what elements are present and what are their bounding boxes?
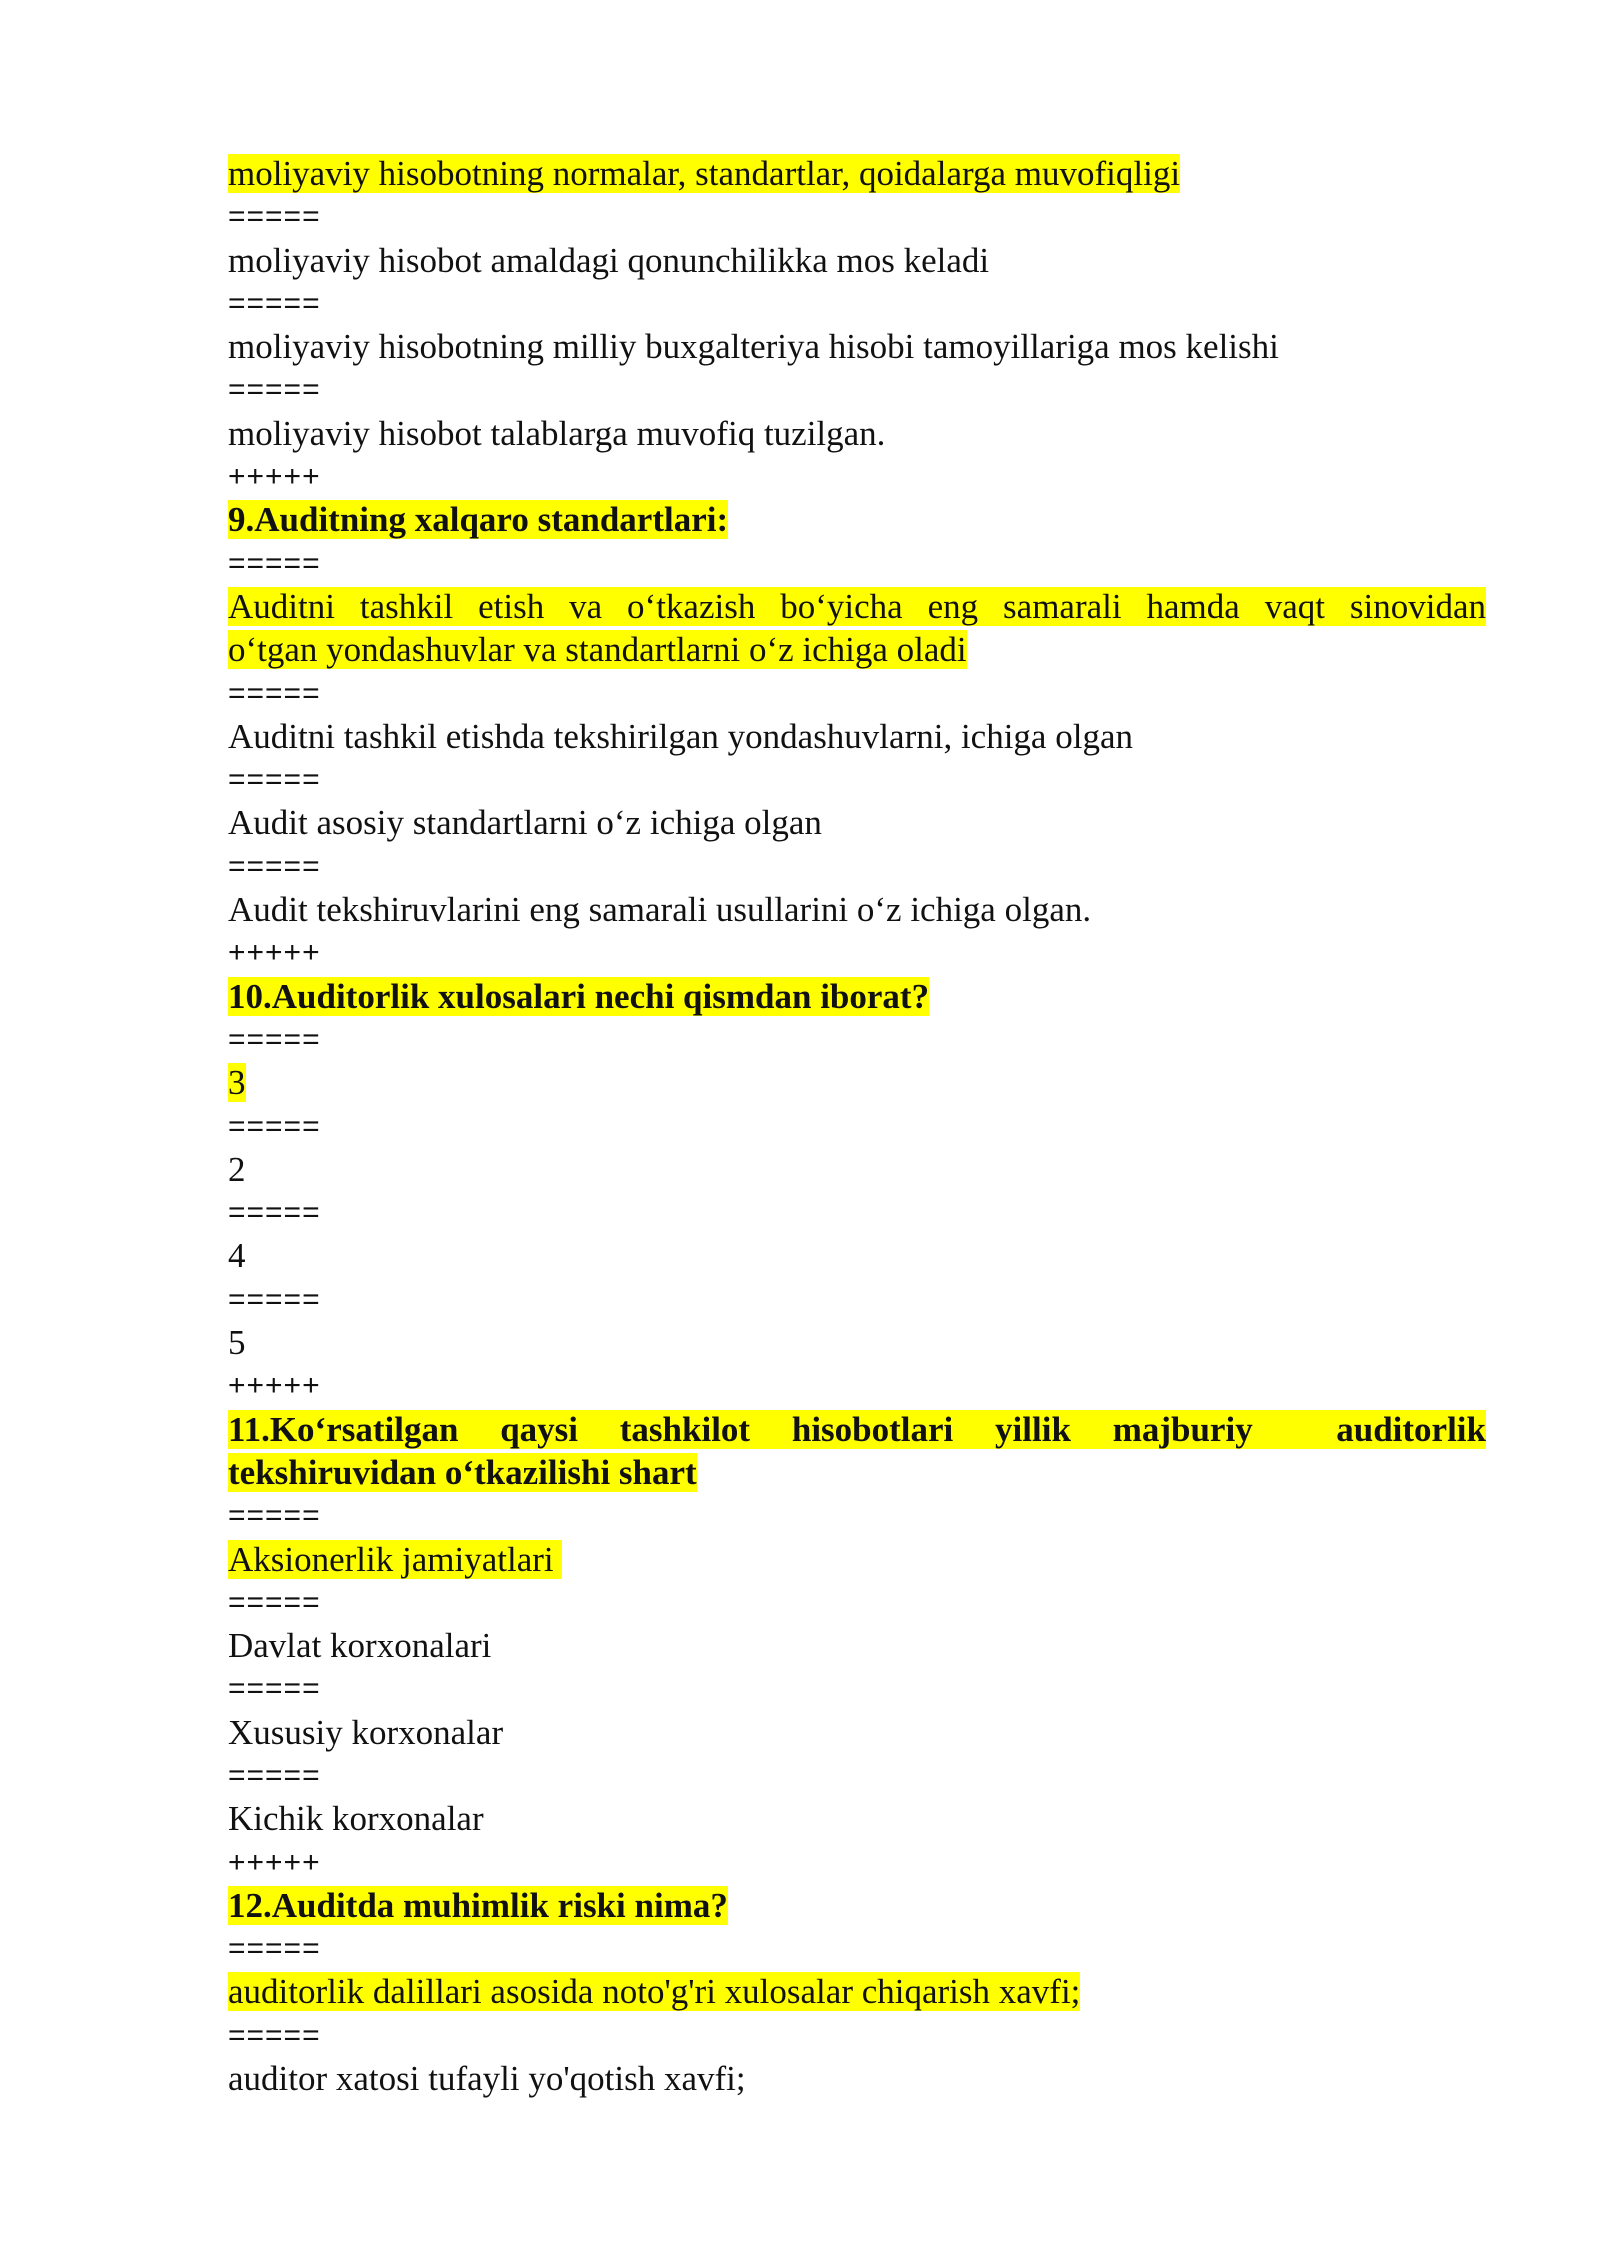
answer-option: moliyaviy hisobot amaldagi qonunchilikka mos keladi: [228, 240, 990, 280]
question-11-title-line-2: [228, 1451, 1486, 1494]
highlighted-text: 9.Auditning xalqaro standartlari:: [228, 500, 729, 540]
option-separator: =====: [228, 546, 321, 580]
document-page: [228, 152, 1486, 2100]
option-separator: =====: [228, 1109, 321, 1143]
highlighted-text: 10.Auditorlik xulosalari nechi qismdan iborat?: [228, 976, 930, 1016]
answer-option: Auditni tashkil etishda tekshirilgan yondashuvlarni, ichiga olgan: [228, 716, 1133, 756]
highlighted-text: moliyaviy hisobotning normalar, standartlar, qoidalarga muvofiqligi: [228, 154, 1181, 193]
highlighted-text: Auditni tashkil etish va o‘tkazish bo‘yicha eng samarali hamda vaqt sinovidan: [228, 586, 1486, 626]
option-separator: =====: [228, 373, 321, 407]
answer-option: Xususiy korxonalar: [228, 1712, 504, 1752]
option-separator: =====: [228, 286, 321, 320]
question-12-title: [228, 1884, 1486, 1927]
question-separator: +++++: [228, 460, 321, 494]
option-separator: =====: [228, 1282, 321, 1316]
answer-correct: [228, 1061, 1486, 1104]
answer-option: Davlat korxonalari: [228, 1626, 492, 1666]
answer-option: Audit tekshiruvlarini eng samarali usullarini o‘z ichiga olgan.: [228, 890, 1092, 930]
option-separator: =====: [228, 1758, 321, 1792]
option-separator: =====: [228, 2018, 321, 2052]
answer-option: 2: [228, 1149, 246, 1189]
question-separator: +++++: [228, 936, 321, 970]
option-separator: =====: [228, 200, 321, 234]
answer-correct: [228, 152, 1486, 195]
highlighted-text: 12.Auditda muhimlik riski nima?: [228, 1885, 728, 1925]
answer-option: moliyaviy hisobotning milliy buxgalteriya hisobi tamoyillariga mos kelishi: [228, 327, 1279, 367]
option-separator: =====: [228, 1022, 321, 1056]
highlighted-text: 11.Ko‘rsatilgan qaysi tashkilot hisobotlari yillik majburiy auditorlik: [228, 1409, 1486, 1449]
question-10-title: [228, 975, 1486, 1018]
option-separator: =====: [228, 1932, 321, 1966]
option-separator: =====: [228, 676, 321, 710]
option-separator: =====: [228, 1196, 321, 1230]
answer-option: Audit asosiy standartlarni o‘z ichiga olgan: [228, 803, 822, 843]
highlighted-text: Aksionerlik jamiyatlari: [228, 1539, 563, 1579]
option-separator: =====: [228, 849, 321, 883]
option-separator: =====: [228, 1585, 321, 1619]
answer-correct: [228, 1538, 1486, 1581]
option-separator: =====: [228, 1672, 321, 1706]
option-separator: =====: [228, 763, 321, 797]
answer-correct: [228, 1970, 1486, 2013]
answer-correct-line-1: [228, 585, 1486, 628]
question-9-title: [228, 498, 1486, 541]
answer-option: moliyaviy hisobot talablarga muvofiq tuzilgan.: [228, 413, 886, 453]
answer-option: 4: [228, 1236, 246, 1276]
question-11-title-line-1: [228, 1408, 1486, 1451]
answer-correct-line-2: [228, 628, 1486, 671]
answer-option: 5: [228, 1323, 246, 1363]
highlighted-text: o‘tgan yondashuvlar va standartlarni o‘z ichiga oladi: [228, 630, 967, 670]
answer-option: auditor xatosi tufayli yo'qotish xavfi;: [228, 2059, 746, 2099]
question-separator: +++++: [228, 1369, 321, 1403]
answer-option: Kichik korxonalar: [228, 1799, 484, 1839]
option-separator: =====: [228, 1499, 321, 1533]
highlighted-text: tekshiruvidan o‘tkazilishi shart: [228, 1452, 697, 1492]
highlighted-text: 3: [228, 1063, 246, 1103]
question-separator: +++++: [228, 1845, 321, 1879]
highlighted-text: auditorlik dalillari asosida noto'g'ri xulosalar chiqarish xavfi;: [228, 1972, 1081, 2012]
